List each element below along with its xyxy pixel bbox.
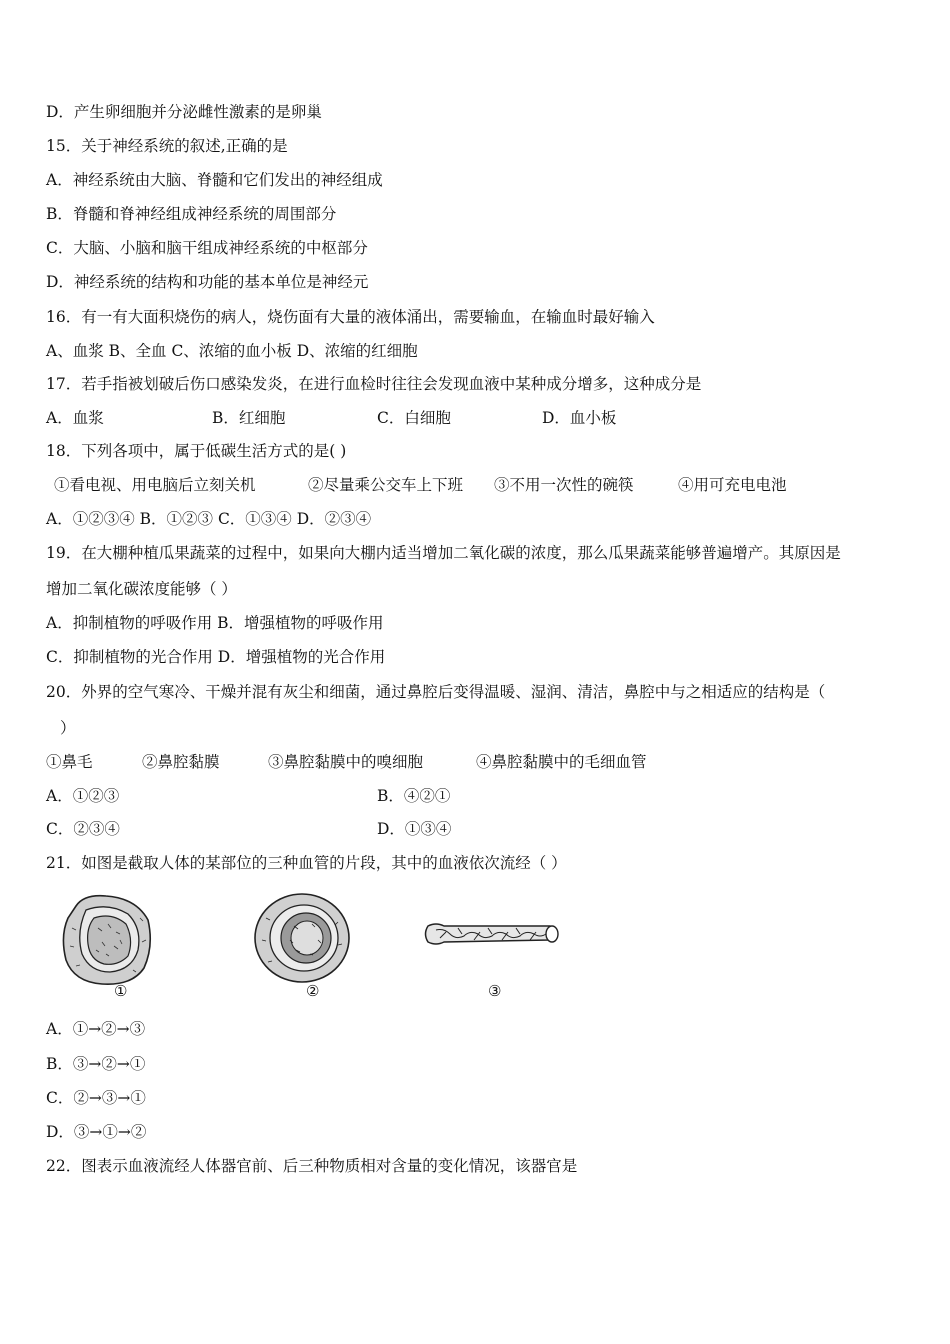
item-20-4: ④鼻腔黏膜中的毛细血管 [476,753,647,771]
item-18-3: ③不用一次性的碗筷 [494,476,634,494]
vessel-3-label: ③ [488,982,502,1000]
question-19: 19．在大棚种植瓜果蔬菜的过程中，如果向大棚内适当增加二氧化碳的浓度，那么瓜果蔬菜能够普遍增产。其原因是 [46,544,841,562]
question-20: 20．外界的空气寒冷、干燥并混有灰尘和细菌，通过鼻腔后变得温暖、湿润、清洁，鼻腔中与之相适应的结构是（ [46,683,826,701]
item-20-3: ③鼻腔黏膜中的嗅细胞 [268,753,424,771]
options-20-row2 [46,819,646,839]
option-20a: A．①②③ [46,787,120,805]
option-17c: C．白细胞 [377,409,451,427]
question-18: 18．下列各项中，属于低碳生活方式的是( ) [46,442,347,460]
option-15d: D．神经系统的结构和功能的基本单位是神经元 [46,273,369,291]
option-15c: C．大脑、小脑和脑干组成神经系统的中枢部分 [46,239,368,257]
items-18 [46,475,846,495]
option-20c: C．②③④ [46,820,120,838]
question-20-cont: ） [60,719,76,737]
option-17b: B．红细胞 [212,409,286,427]
items-20 [46,752,846,772]
item-18-4: ④用可充电电池 [678,476,787,494]
option-21b: B．③→②→① [46,1055,146,1073]
option-20d: D．①③④ [377,820,452,838]
item-20-1: ①鼻毛 [46,753,93,771]
question-19-cont: 增加二氧化碳浓度能够（ ） [46,580,237,598]
options-18: A．①②③④ B．①②③ C．①③④ D．②③④ [46,510,372,528]
vessel-2-illustration [246,888,356,1006]
vessel-1-label: ① [114,982,128,1000]
question-21: 21．如图是截取人体的某部位的三种血管的片段，其中的血液依次流经（ ） [46,854,567,872]
line-q14d: D．产生卵细胞并分泌雌性激素的是卵巢 [46,103,322,121]
option-21c: C．②→③→① [46,1089,146,1107]
question-15: 15．关于神经系统的叙述,正确的是 [46,137,288,155]
option-17d: D．血小板 [542,409,617,427]
options-19cd: C．抑制植物的光合作用 D．增强植物的光合作用 [46,648,386,666]
question-17: 17．若手指被划破后伤口感染发炎，在进行血检时往往会发现血液中某种成分增多，这种成分是 [46,375,702,393]
options-16: A、血浆 B、全血 C、浓缩的血小板 D、浓缩的红细胞 [46,342,418,360]
option-15b: B．脊髓和脊神经组成神经系统的周围部分 [46,205,337,223]
item-18-2: ②尽量乘公交车上下班 [308,476,464,494]
item-20-2: ②鼻腔黏膜 [142,753,220,771]
question-16: 16．有一有大面积烧伤的病人，烧伤面有大量的液体涌出，需要输血，在输血时最好输入 [46,308,655,326]
option-21a: A．①→②→③ [46,1020,146,1038]
options-19ab: A．抑制植物的呼吸作用 B．增强植物的呼吸作用 [46,614,384,632]
options-20-row1 [46,786,646,806]
vessel-3-illustration [424,888,564,1006]
question-22: 22．图表示血液流经人体器官前、后三种物质相对含量的变化情况，该器官是 [46,1157,578,1175]
options-17 [46,408,746,428]
blood-vessel-figure [56,888,576,1006]
vessel-1-illustration [56,888,166,1006]
vessel-2-label: ② [306,982,320,1000]
item-18-1: ①看电视、用电脑后立刻关机 [54,476,256,494]
option-21d: D．③→①→② [46,1123,147,1141]
option-17a: A．血浆 [46,409,104,427]
option-15a: A．神经系统由大脑、脊髓和它们发出的神经组成 [46,171,383,189]
option-20b: B．④②① [377,787,451,805]
